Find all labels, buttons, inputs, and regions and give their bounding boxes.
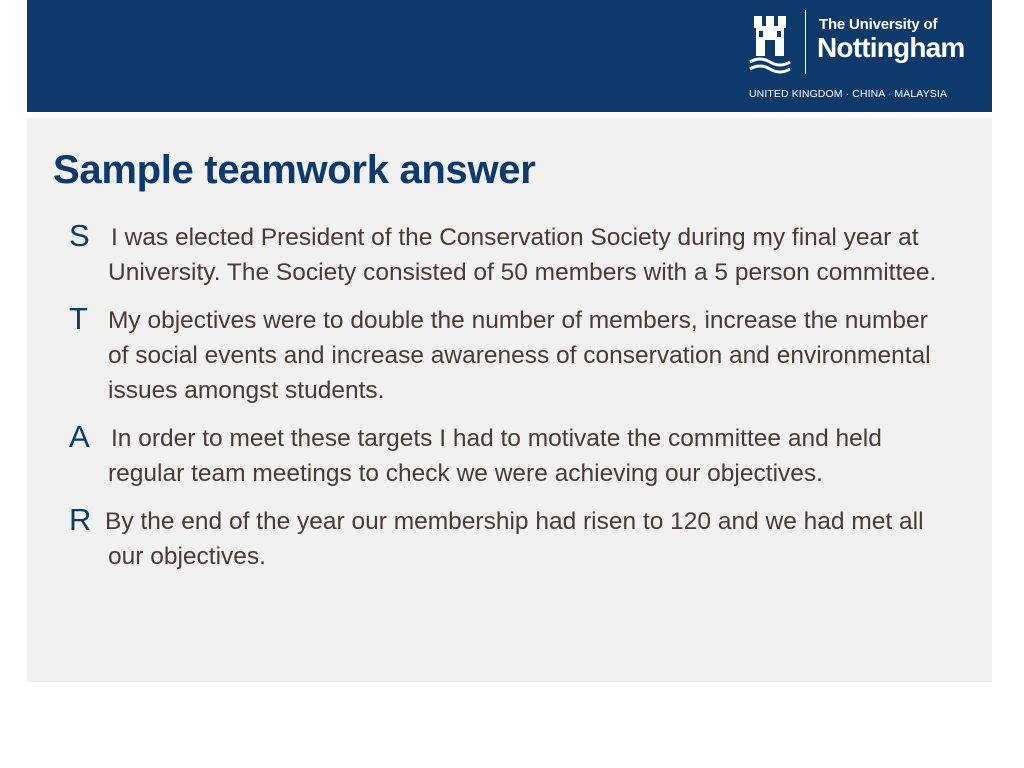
star-text: I was elected President of the Conservation Society during my final year at University. The Society consisted of 50 members with a 5 person committee. bbox=[108, 224, 937, 286]
star-item-situation bbox=[69, 220, 949, 290]
star-text: My objectives were to double the number of members, increase the number of social events and increase awareness of conservation and environmental issues amongst students. bbox=[108, 307, 931, 404]
star-letter: R bbox=[69, 502, 92, 537]
star-item-result bbox=[69, 504, 949, 574]
star-item-action bbox=[69, 421, 949, 491]
logo-divider bbox=[805, 10, 806, 74]
content-panel bbox=[27, 118, 992, 682]
star-letter: T bbox=[69, 301, 88, 336]
university-logo bbox=[748, 8, 978, 104]
logo-line-1: The University of bbox=[819, 16, 938, 33]
header-banner bbox=[27, 0, 992, 112]
slide-title: Sample teamwork answer bbox=[53, 148, 536, 192]
logo-line-2: Nottingham bbox=[817, 32, 965, 63]
star-letter: A bbox=[69, 419, 90, 454]
university-crest-icon bbox=[748, 12, 792, 74]
star-list bbox=[69, 220, 949, 587]
star-letter: S bbox=[69, 218, 90, 253]
star-item-task bbox=[69, 303, 949, 408]
star-text: By the end of the year our membership had risen to 120 and we had met all our objectives. bbox=[105, 508, 924, 570]
logo-tagline: UNITED KINGDOM · CHINA · MALAYSIA bbox=[749, 88, 947, 100]
star-text: In order to meet these targets I had to motivate the committee and held regular team meetings to check we were achieving our objectives. bbox=[108, 425, 882, 487]
